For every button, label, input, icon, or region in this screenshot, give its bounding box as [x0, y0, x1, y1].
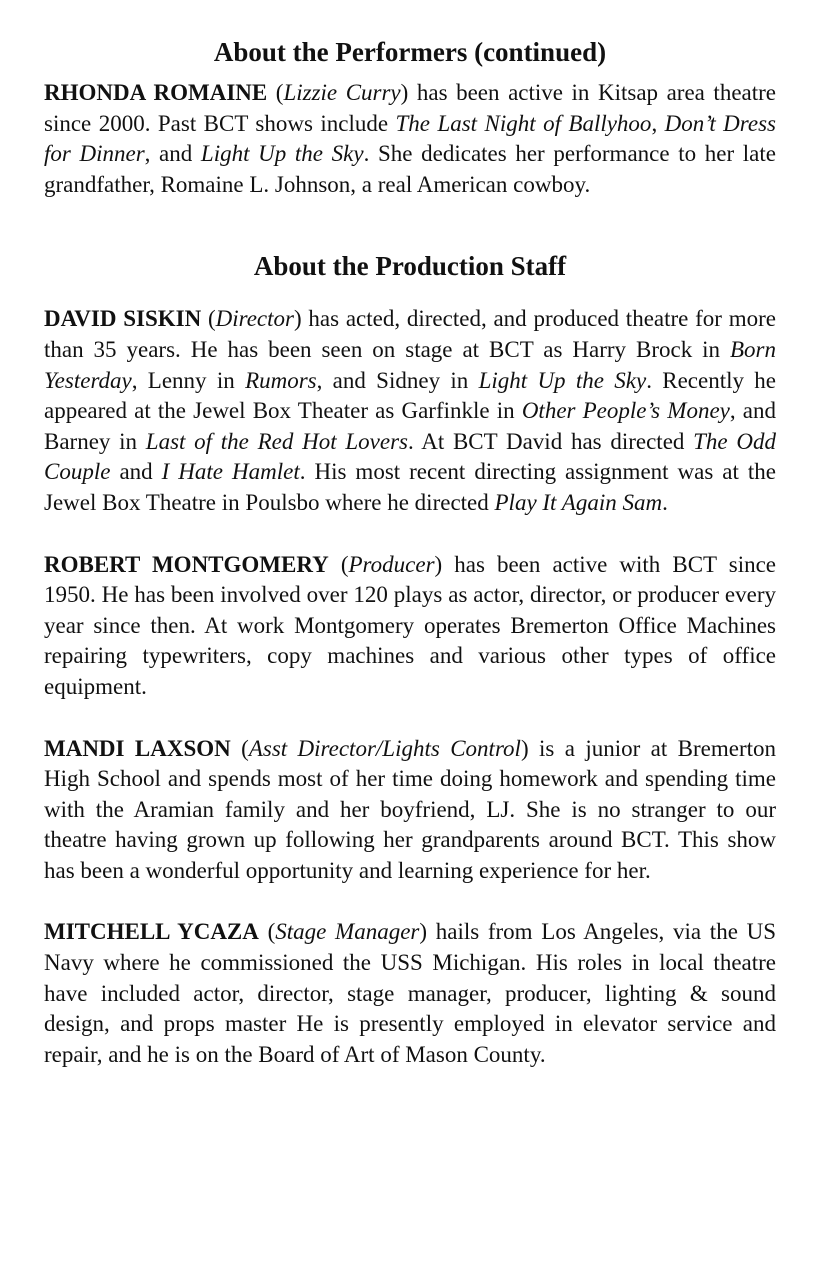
- italic-text: Light Up the Sky: [200, 141, 364, 167]
- person-name: MANDI LAXSON: [44, 735, 231, 761]
- bio-text: ) has been active with BCT since 1950. He has been involved over 120 plays as actor, director, or producer every year since then. At work Montgomery operates Bremerton Office Machines repairing typewriters, copy machines and various other types of office equipment.: [44, 551, 776, 699]
- bio-text: , and Barney in: [44, 398, 776, 454]
- performers-section: [44, 78, 776, 200]
- italic-text: Producer: [348, 551, 435, 577]
- bio-text: , Lenny in: [131, 367, 246, 393]
- bio-text: (: [201, 306, 216, 332]
- italic-text: Light Up the Sky: [478, 367, 647, 393]
- italic-text: The Last Night of Ballyhoo: [395, 110, 652, 136]
- bio-paragraph: [44, 78, 776, 200]
- person-name: DAVID SISKIN: [44, 306, 202, 332]
- italic-text: Play It Again Sam: [494, 489, 663, 515]
- bio-text: (: [267, 80, 284, 105]
- bio-text: ) hails from Los Angeles, via the US Navy where he commissioned the USS Michigan. His roles in local theatre have included actor, director, stage manager, producer, lighting & sound design, and props master He is presently employed in elevator service and repair, and he is on the Board of Art of Mason County.: [44, 919, 776, 1067]
- person-name: MITCHELL YCAZA: [44, 919, 259, 945]
- italic-text: I Hate Hamlet: [161, 459, 300, 485]
- bio-text: ) has acted, directed, and produced theatre for more than 35 years. He has been seen on stage at BCT as Harry Brock in: [44, 306, 776, 362]
- bio-paragraph: [44, 550, 776, 703]
- bio-text: and: [110, 459, 162, 485]
- bio-paragraph: [44, 734, 776, 887]
- person-name: ROBERT MONTGOMERY: [44, 551, 329, 577]
- bio-text: .: [662, 489, 668, 515]
- bio-paragraph: [44, 917, 776, 1070]
- italic-text: Asst Director/Lights Control: [248, 735, 521, 761]
- italic-text: Born Yesterday: [44, 336, 776, 393]
- italic-text: Last of the Red Hot Lovers: [145, 428, 408, 454]
- performers-heading: About the Performers (continued): [213, 37, 607, 67]
- bio-paragraph: [44, 304, 776, 518]
- italic-text: Don’t Dress for Dinner: [44, 110, 776, 167]
- bio-text: . At BCT David has directed: [407, 428, 694, 454]
- bio-text: ,: [651, 110, 665, 136]
- person-name: RHONDA ROMAINE: [44, 80, 268, 105]
- bio-text: (: [328, 551, 349, 577]
- bio-text: . His most recent directing assignment was at the Jewel Box Theatre in Poulsbo where he directed: [44, 459, 777, 515]
- bio-text: , and Sidney in: [316, 367, 479, 393]
- italic-text: The Odd Couple: [44, 428, 776, 485]
- bio-text: , and: [144, 141, 201, 167]
- bio-text: . Recently he appeared at the Jewel Box Theater as Garfinkle in: [44, 367, 776, 424]
- bio-text: . She dedicates her performance to her late grandfather, Romaine L. Johnson, a real American cowboy.: [44, 141, 776, 197]
- bio-text: ) is a junior at Bremerton High School and spends most of her time doing homework and spending time with the Aramian family and her boyfriend, LJ. She is no stranger to our theatre having grown up following her grandparents around BCT. This show has been a wonderful opportunity and learning experience for her.: [44, 735, 777, 883]
- italic-text: Stage Manager: [275, 919, 420, 945]
- bio-text: (: [230, 735, 249, 761]
- bio-text: ) has been active in Kitsap area theatre since 2000. Past BCT shows include: [44, 80, 776, 136]
- italic-text: Director: [215, 306, 294, 332]
- italic-text: Lizzie Curry: [283, 80, 401, 105]
- italic-text: Rumors: [245, 367, 317, 393]
- bio-text: (: [258, 919, 276, 945]
- program-page: [44, 34, 776, 1070]
- production-staff-section: [44, 304, 776, 1070]
- production-staff-heading: About the Production Staff: [253, 251, 567, 282]
- italic-text: Other People’s Money: [521, 398, 730, 424]
